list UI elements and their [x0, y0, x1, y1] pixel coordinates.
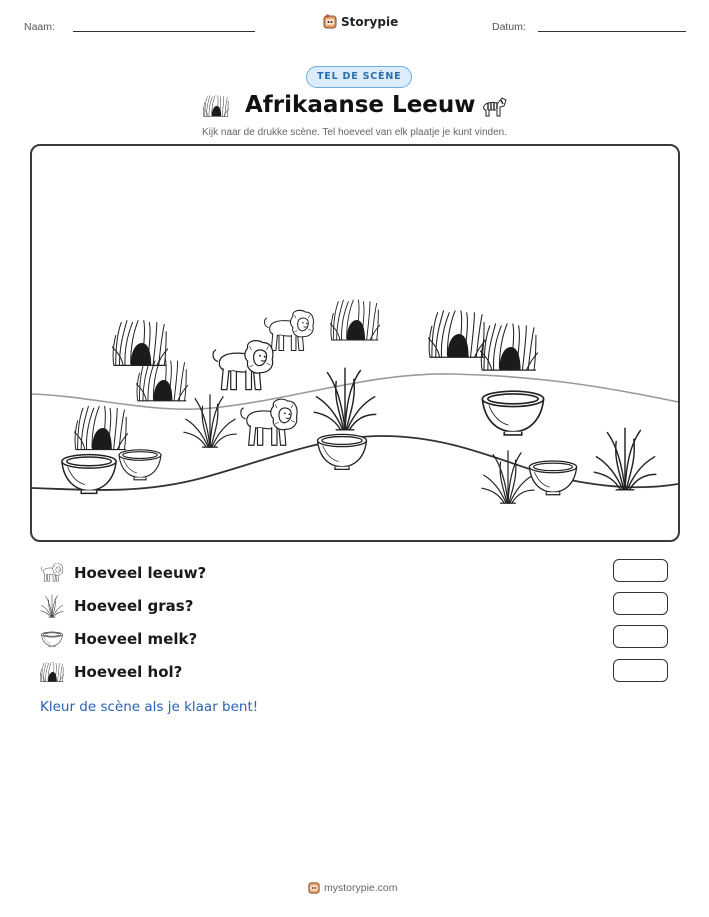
instructions: Kijk naar de drukke scène. Tel hoeveel van elk plaatje je kunt vinden.: [201, 127, 507, 138]
lion-3: [241, 399, 297, 445]
den-icon: [203, 94, 229, 118]
brand-name: Storypie: [341, 15, 399, 29]
question-label: Hoeveel leeuw?: [74, 564, 207, 582]
question-label: Hoeveel hol?: [74, 663, 183, 681]
bowl-2: [119, 450, 161, 480]
grass-3: [482, 451, 534, 503]
answer-box-lion[interactable]: [613, 559, 668, 582]
den-1: [112, 321, 168, 366]
storypie-mascot-icon: [323, 14, 337, 30]
lion-1: [264, 310, 313, 350]
question-row: [40, 593, 193, 619]
bowl-4: [482, 391, 543, 435]
name-label: Naam:: [24, 21, 55, 33]
lion-2: [213, 341, 273, 390]
den-4: [428, 311, 486, 357]
date-label: Datum:: [492, 21, 526, 33]
date-line[interactable]: [538, 31, 686, 32]
grass-4: [594, 428, 656, 490]
bowl-1: [62, 455, 116, 494]
bowl-5: [529, 461, 576, 495]
scene-drawing: [32, 146, 678, 540]
name-line[interactable]: [73, 31, 255, 32]
footer: [308, 881, 398, 895]
den-5: [480, 324, 538, 370]
grass-1: [184, 395, 236, 447]
storypie-mascot-icon: [308, 881, 320, 895]
den-6: [74, 406, 128, 449]
question-row: [40, 560, 206, 586]
grass-2: [314, 368, 376, 430]
question-label: Hoeveel melk?: [74, 630, 198, 648]
bowl-3: [318, 434, 367, 469]
lion-icon: [40, 562, 64, 584]
counting-scene: [30, 144, 680, 542]
bowl-icon: [40, 630, 64, 648]
question-label: Hoeveel gras?: [74, 597, 194, 615]
question-row: [40, 626, 197, 652]
answer-box-grass[interactable]: [613, 592, 668, 615]
den-3: [330, 300, 380, 340]
closing-note: Kleur de scène als je klaar bent!: [40, 699, 259, 715]
brand-logo: [323, 14, 398, 30]
question-row: [40, 659, 182, 685]
zebra-icon: [480, 92, 508, 120]
den-icon: [40, 661, 64, 683]
answer-box-den[interactable]: [613, 659, 668, 682]
answer-box-milk[interactable]: [613, 625, 668, 648]
grass-icon: [40, 594, 64, 618]
page-title: Afrikaanse Leeuw: [245, 92, 476, 118]
activity-badge: TEL DE SCÈNE: [306, 66, 412, 88]
footer-site[interactable]: mystorypie.com: [324, 882, 398, 894]
